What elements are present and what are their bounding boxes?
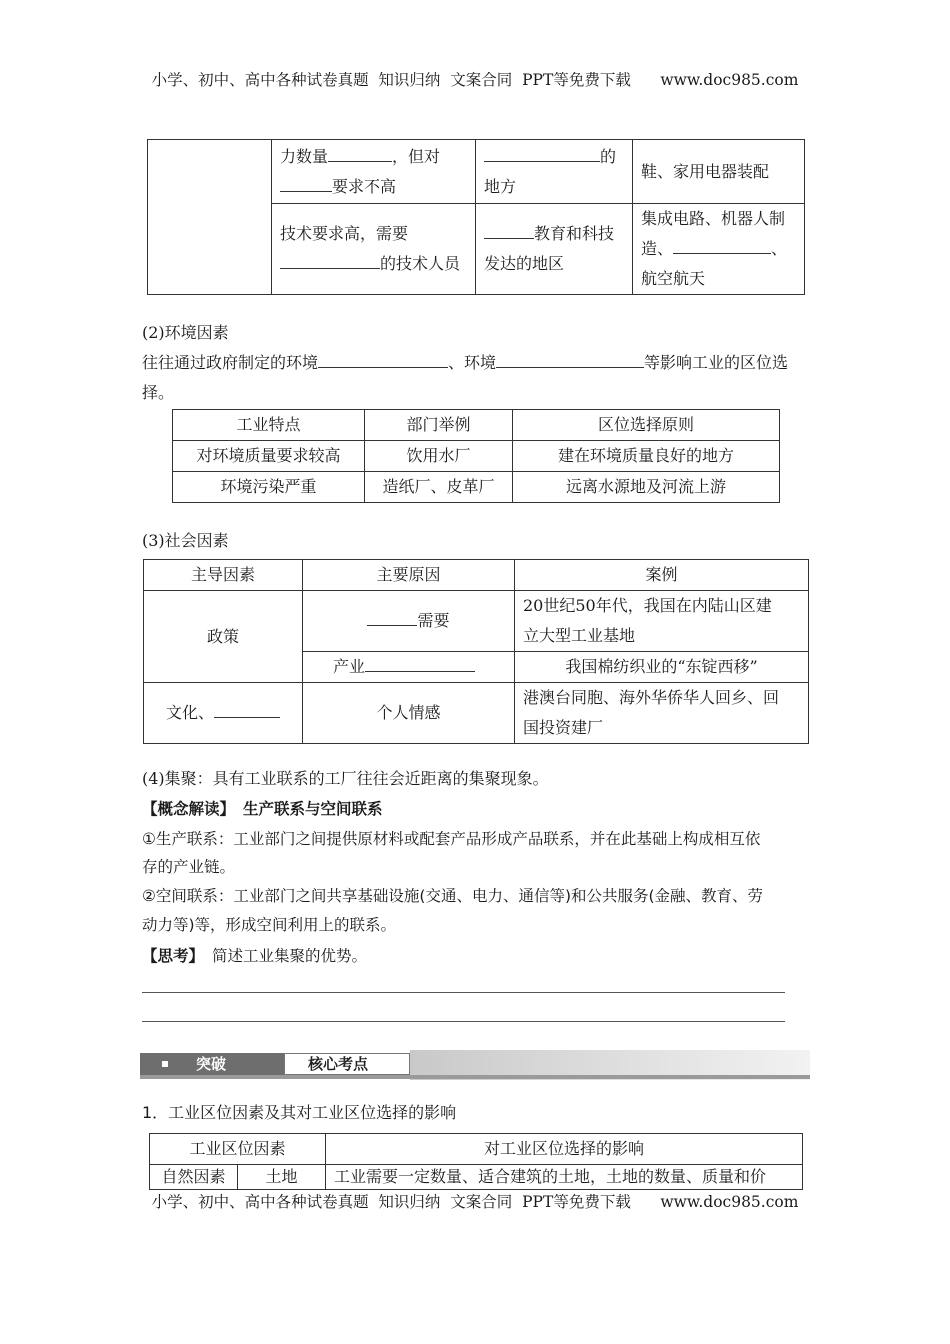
section-title: (3)社会因素	[142, 531, 229, 550]
paragraph: 动力等)等，形成空间利用上的联系。	[142, 916, 397, 934]
table-header: 区位选择原则	[513, 410, 780, 441]
table-cell: 远离水源地及河流上游	[513, 472, 780, 503]
table-cell: 土地	[238, 1165, 326, 1190]
table-cell: 产业	[303, 652, 515, 683]
banner-left-label: 突破	[196, 1055, 227, 1073]
square-icon	[162, 1061, 168, 1067]
table-cell: 饮用水厂	[365, 441, 513, 472]
paragraph: 存的产业链。	[142, 858, 236, 876]
answer-line	[142, 992, 785, 993]
banner-right-label: 核心考点	[308, 1055, 369, 1073]
table-cell: 20世纪50年代，我国在内陆山区建 立大型工业基地	[515, 591, 809, 652]
table-header: 主导因素	[144, 560, 303, 591]
factor-table	[149, 1133, 803, 1190]
table-cell: 对环境质量要求较高	[173, 441, 365, 472]
concept-heading: 【概念解读】 生产联系与空间联系	[142, 800, 383, 818]
section-banner	[140, 1050, 810, 1080]
table-cell: 个人情感	[303, 683, 515, 744]
table-header: 对工业区位选择的影响	[326, 1134, 803, 1165]
table-header: 主要原因	[303, 560, 515, 591]
answer-line	[142, 1021, 785, 1022]
table-cell: 的 地方	[476, 140, 633, 204]
table-cell: 文化、	[144, 683, 303, 744]
social-table	[143, 559, 809, 744]
table-header: 工业特点	[173, 410, 365, 441]
table-header: 案例	[515, 560, 809, 591]
table-cell: 集成电路、机器人制 造、 、 航空航天	[633, 204, 805, 295]
labor-table	[147, 139, 805, 295]
paragraph: 择。	[142, 383, 175, 402]
page-footer: 小学、初中、高中各种试卷真题 知识归纳 文案合同 PPT等免费下载 www.doc985.com	[151, 1193, 799, 1211]
table-cell: 建在环境质量良好的地方	[513, 441, 780, 472]
paragraph: 往往通过政府制定的环境 、环境 等影响工业的区位选	[142, 353, 789, 372]
paragraph: ①生产联系：工业部门之间提供原材料或配套产品形成产品联系，并在此基础上构成相互依	[142, 830, 761, 848]
table-cell: 技术要求高，需要 的技术人员	[272, 204, 476, 295]
page-header: 小学、初中、高中各种试卷真题 知识归纳 文案合同 PPT等免费下载 www.doc985.com	[151, 71, 799, 89]
empty-cell	[148, 140, 272, 295]
think-heading: 【思考】 简述工业集聚的优势。	[142, 947, 368, 965]
section-title: 1．工业区位因素及其对工业区位选择的影响	[142, 1103, 457, 1122]
table-cell: 港澳台同胞、海外华侨华人回乡、回 国投资建厂	[515, 683, 809, 744]
table-cell: 工业需要一定数量、适合建筑的土地，土地的数量、质量和价	[326, 1165, 803, 1190]
table-cell: 自然因素	[150, 1165, 238, 1190]
table-cell: 造纸厂、皮革厂	[365, 472, 513, 503]
table-row	[150, 1165, 803, 1190]
table-cell: 力数量 ，但对 要求不高	[272, 140, 476, 204]
table-cell: 教育和科技 发达的地区	[476, 204, 633, 295]
table-cell: 政策	[144, 591, 303, 683]
table-cell: 鞋、家用电器装配	[633, 140, 805, 204]
table-cell: 我国棉纺织业的“东锭西移”	[515, 652, 809, 683]
table-header: 工业区位因素	[150, 1134, 326, 1165]
section-title: (4)集聚：具有工业联系的工厂往往会近距离的集聚现象。	[142, 769, 549, 788]
environment-table	[172, 409, 780, 503]
table-cell: 需要	[303, 591, 515, 652]
table-header: 部门举例	[365, 410, 513, 441]
table-cell: 环境污染严重	[173, 472, 365, 503]
paragraph: ②空间联系：工业部门之间共享基础设施(交通、电力、通信等)和公共服务(金融、教育、劳	[142, 887, 764, 905]
section-title: (2)环境因素	[142, 323, 229, 342]
table-row	[173, 441, 780, 472]
table-row	[173, 472, 780, 503]
